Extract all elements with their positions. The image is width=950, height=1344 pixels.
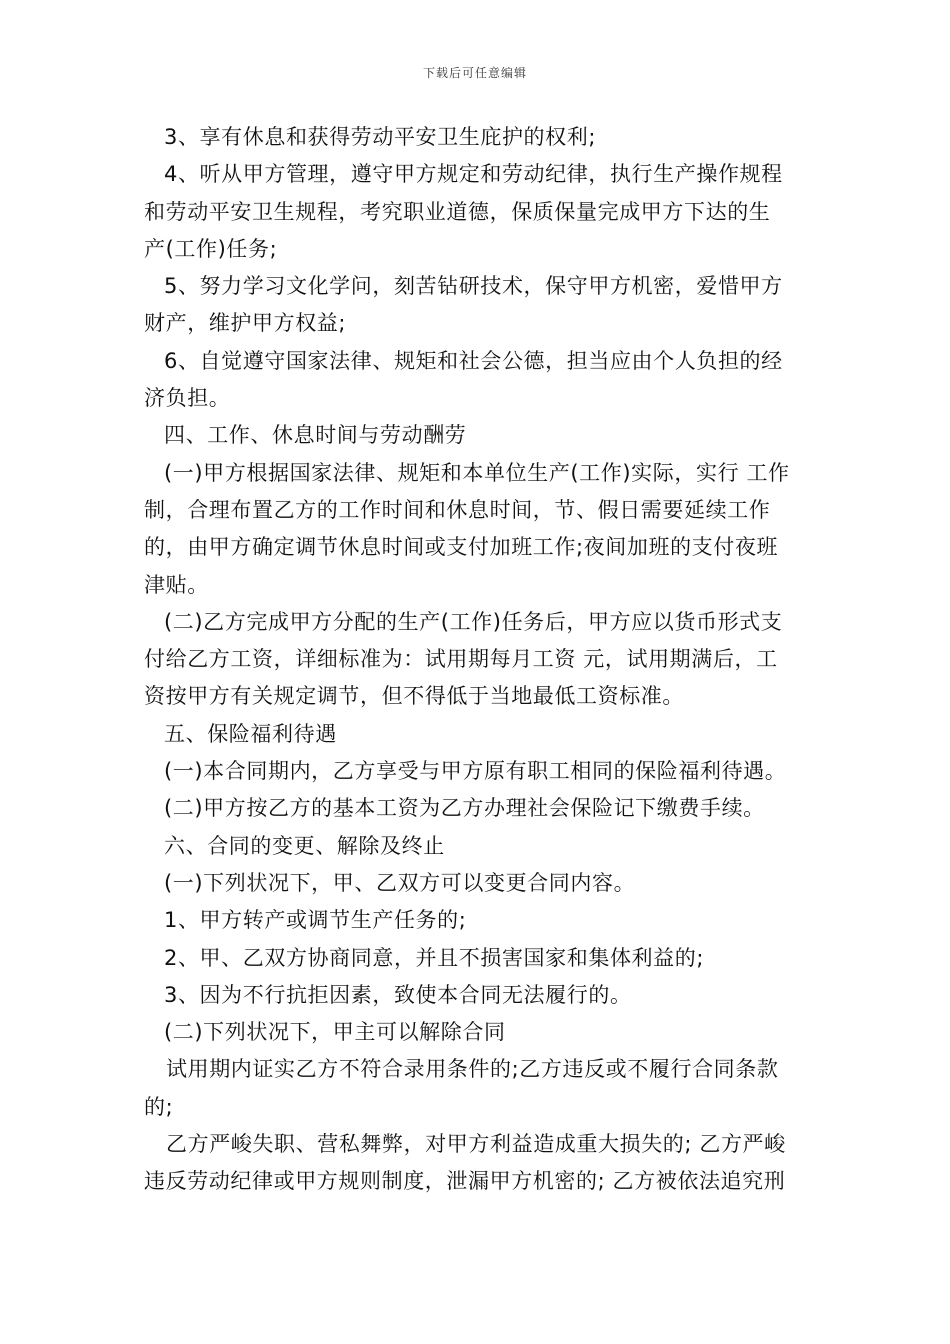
text-line: 的; — [144, 1094, 174, 1119]
text-line: 产(工作)任务; — [144, 236, 278, 261]
text-line: (一)甲方根据国家法律、规矩和本单位生产(工作)实际，实行 工作 — [164, 460, 790, 485]
text-line: (二)甲方按乙方的基本工资为乙方办理社会保险记下缴费手续。 — [164, 796, 765, 821]
section-heading: 四、工作、休息时间与劳动酬劳 — [164, 423, 467, 448]
text-line: 津贴。 — [144, 572, 209, 597]
text-line: 试用期内证实乙方不符合录用条件的;乙方违反或不履行合同条款 — [166, 1057, 779, 1082]
text-line: 乙方严峻失职、营私舞弊，对甲方利益造成重大损失的; 乙方严峻 — [166, 1132, 786, 1157]
text-line: 的，由甲方确定调节休息时间或支付加班工作;夜间加班的支付夜班 — [144, 535, 779, 560]
text-line: (一)下列状况下，甲、乙双方可以变更合同内容。 — [164, 870, 636, 895]
text-line: 1、甲方转产或调节生产任务的; — [164, 908, 467, 933]
text-line: 3、因为不行抗拒因素，致使本合同无法履行的。 — [164, 982, 632, 1007]
text-line: 4、听从甲方管理，遵守甲方规定和劳动纪律，执行生产操作规程 — [164, 162, 783, 187]
text-line: (二)下列状况下，甲主可以解除合同 — [164, 1020, 506, 1045]
text-line: 2、甲、乙双方协商同意，并且不损害国家和集体利益的; — [164, 945, 705, 970]
text-line: 3、享有休息和获得劳动平安卫生庇护的权利; — [164, 125, 597, 149]
text-line: 资按甲方有关规定调节，但不得低于当地最低工资标准。 — [144, 684, 684, 709]
section-heading: 六、合同的变更、解除及终止 — [164, 833, 445, 858]
text-line: 制，合理布置乙方的工作时间和休息时间，节、假日需要延续工作 — [144, 497, 771, 522]
text-line: 和劳动平安卫生规程，考究职业道德，保质保量完成甲方下达的生 — [144, 199, 771, 224]
text-line: 违反劳动纪律或甲方规则制度，泄漏甲方机密的; 乙方被依法追究刑 — [144, 1169, 786, 1194]
text-line: 财产，维护甲方权益; — [144, 311, 347, 336]
text-line: (一)本合同期内，乙方享受与甲方原有职工相同的保险福利待遇。 — [164, 759, 787, 784]
text-line: 济负担。 — [144, 386, 231, 411]
page-header: 下载后可任意编辑 — [422, 66, 527, 80]
text-line: 6、自觉遵守国家法律、规矩和社会公德，担当应由个人负担的经 — [164, 348, 783, 373]
section-heading: 五、保险福利待遇 — [164, 721, 337, 746]
document-body — [144, 119, 808, 1201]
text-line: 付给乙方工资，详细标准为：试用期每月工资 元，试用期满后，工 — [144, 647, 778, 672]
text-line: 5、努力学习文化学问，刻苦钻研技术，保守甲方机密，爱惜甲方 — [164, 274, 783, 299]
text-line: (二)乙方完成甲方分配的生产(工作)任务后，甲方应以货币形式支 — [164, 609, 783, 634]
